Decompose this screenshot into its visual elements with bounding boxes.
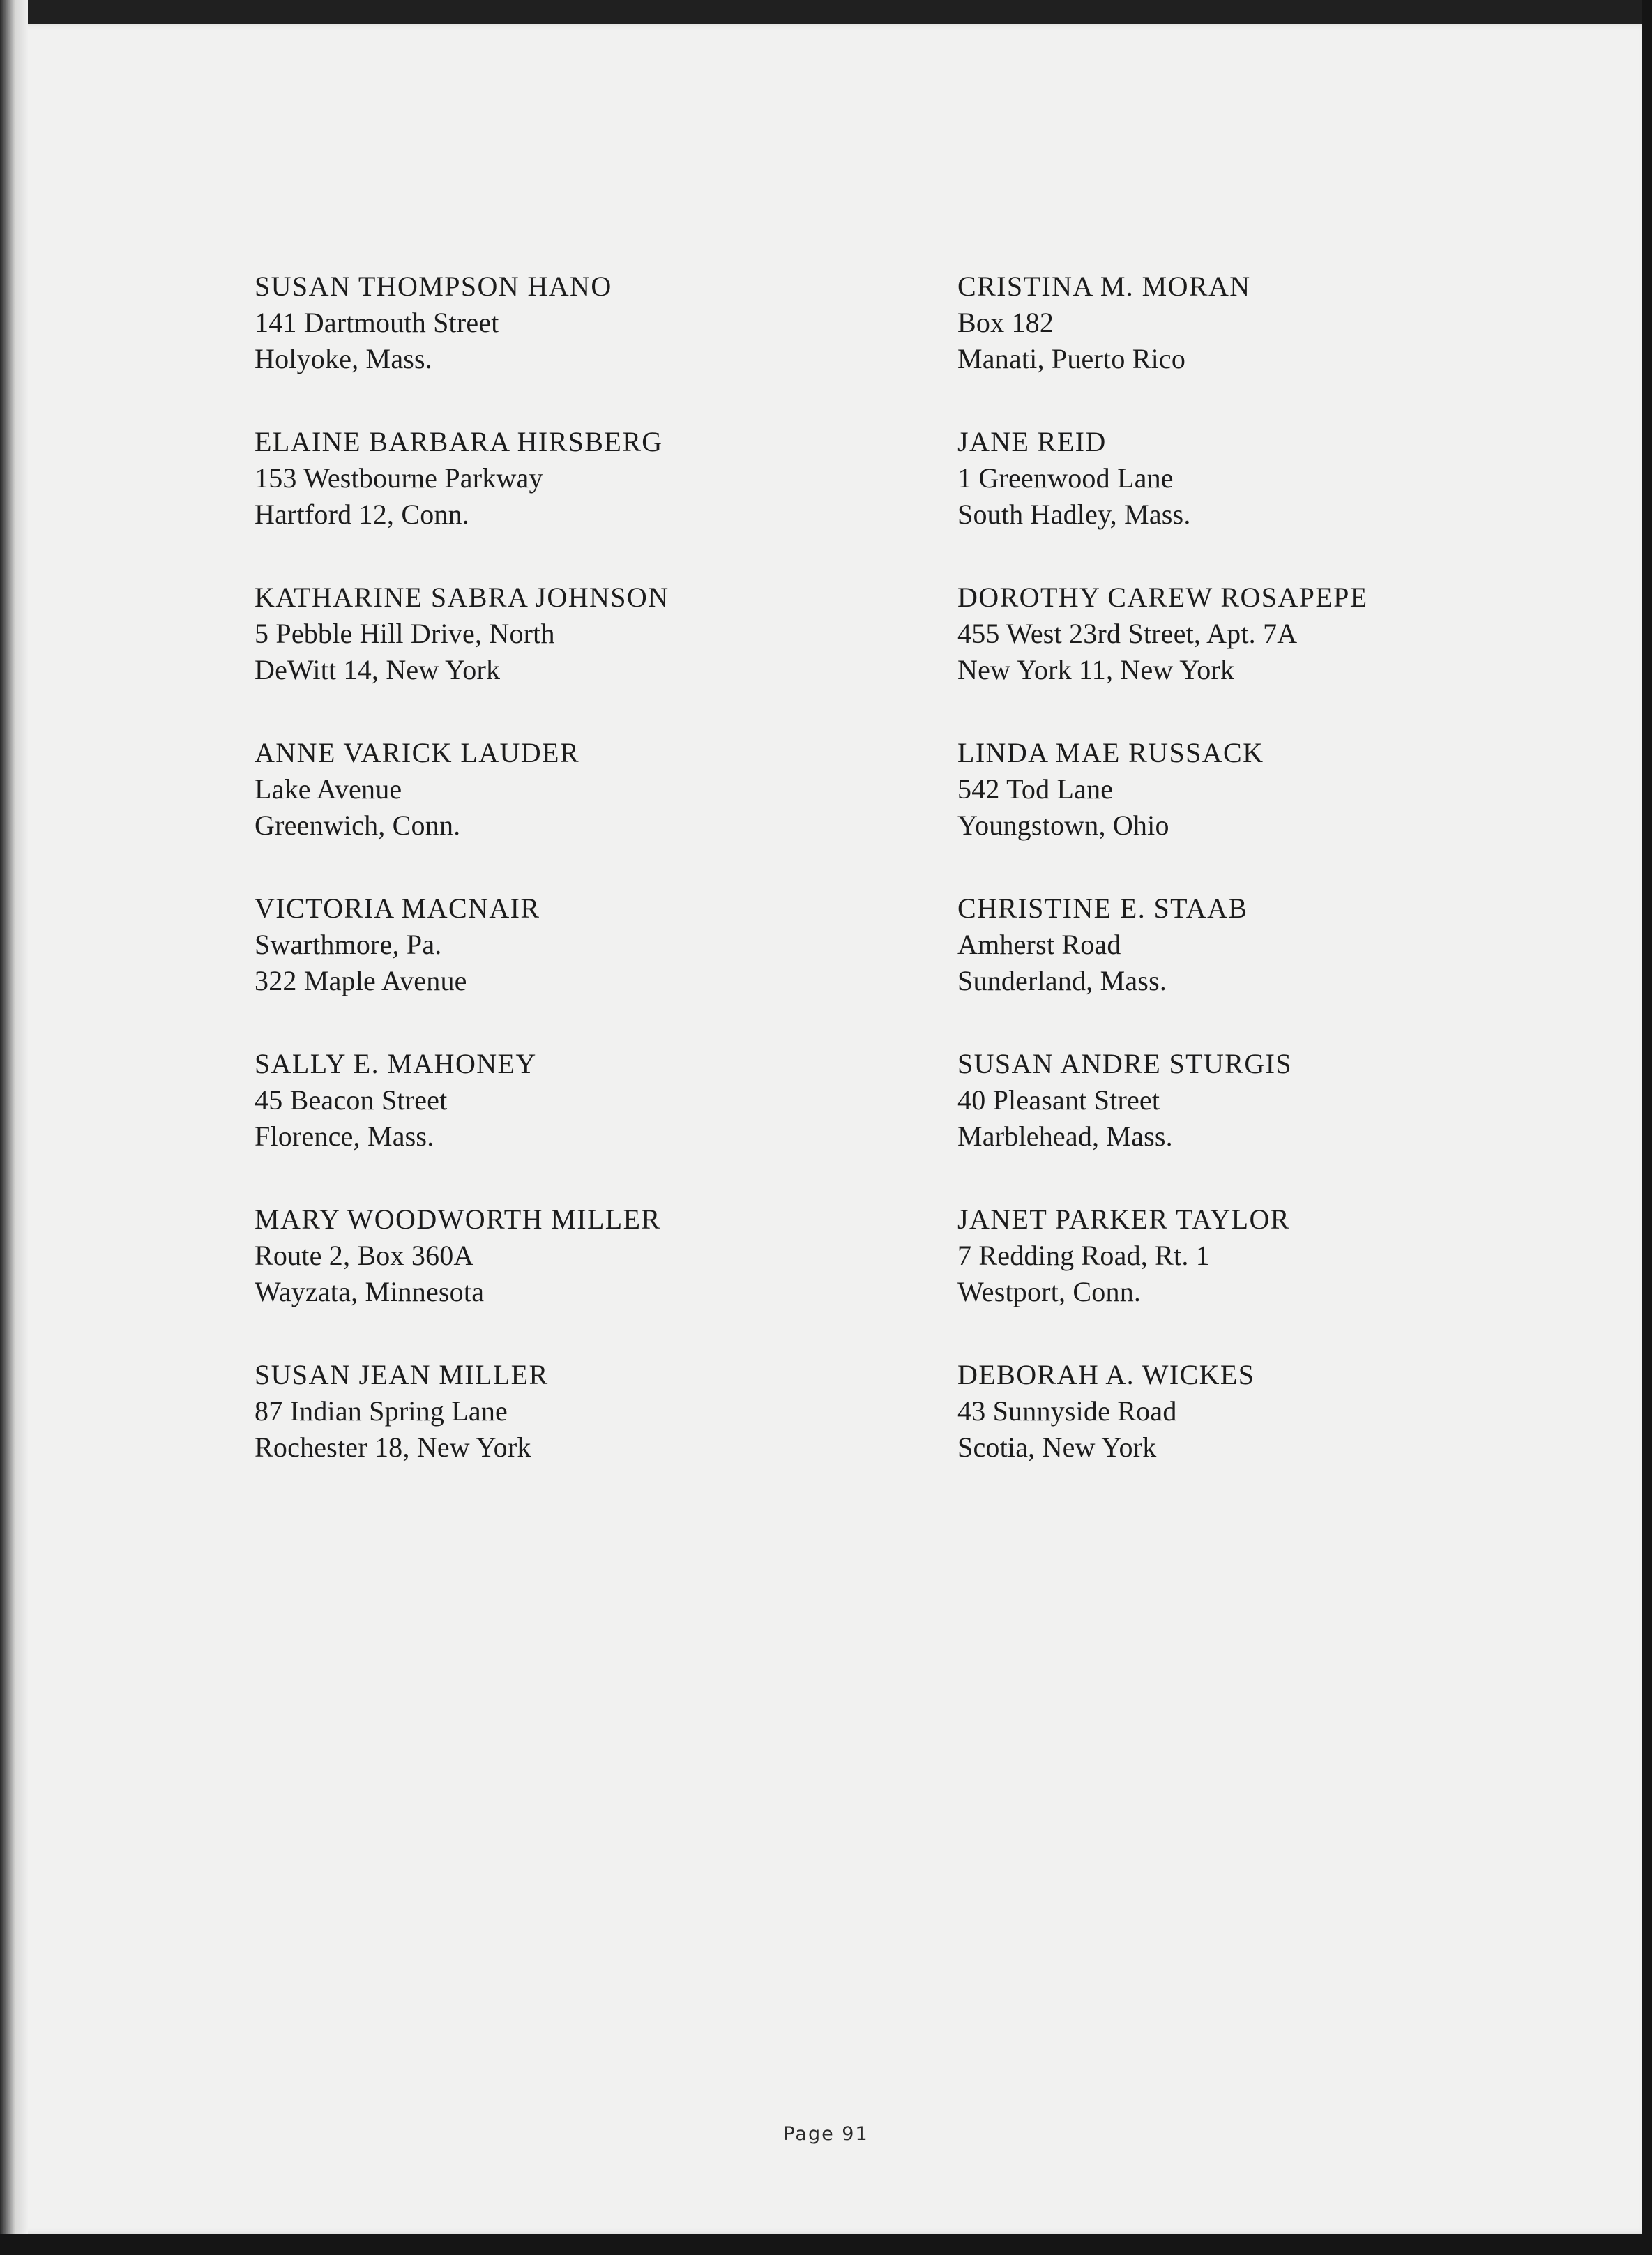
address-entry	[255, 1046, 882, 1201]
entry-address-line: Swarthmore, Pa.	[255, 929, 442, 960]
entry-name: JANET PARKER TAYLOR	[957, 1204, 1290, 1235]
entry-address-line: 43 Sunnyside Road	[957, 1395, 1177, 1427]
entry-address-line: 5 Pebble Hill Drive, North	[255, 618, 555, 649]
entry-address-line: 40 Pleasant Street	[957, 1084, 1160, 1116]
right-address-column	[957, 268, 1585, 1512]
address-entry	[255, 579, 882, 735]
address-entry	[957, 1201, 1585, 1357]
entry-address-line: 455 West 23rd Street, Apt. 7A	[957, 618, 1298, 649]
entry-name: ANNE VARICK LAUDER	[255, 737, 579, 768]
entry-address-line: Amherst Road	[957, 929, 1121, 960]
entry-name: MARY WOODWORTH MILLER	[255, 1204, 661, 1235]
entry-address-line: Lake Avenue	[255, 773, 402, 805]
entry-address-line: 141 Dartmouth Street	[255, 307, 499, 338]
entry-address-line: Wayzata, Minnesota	[255, 1276, 485, 1307]
entry-name: VICTORIA MACNAIR	[255, 893, 540, 924]
entry-address-line: 45 Beacon Street	[255, 1084, 448, 1116]
entry-address-line: Scotia, New York	[957, 1432, 1157, 1463]
left-address-column	[255, 268, 882, 1512]
address-entry	[957, 1046, 1585, 1201]
entry-address-line: Rochester 18, New York	[255, 1432, 531, 1463]
entry-address-line: Sunderland, Mass.	[957, 965, 1167, 996]
entry-address-line: Westport, Conn.	[957, 1276, 1142, 1307]
entry-address-line: 87 Indian Spring Lane	[255, 1395, 508, 1427]
entry-address-line: Marblehead, Mass.	[957, 1121, 1173, 1152]
entry-address-line: South Hadley, Mass.	[957, 499, 1191, 530]
address-entry	[957, 268, 1585, 424]
page-number: Page 91	[783, 2123, 869, 2145]
entry-address-line: 153 Westbourne Parkway	[255, 462, 543, 494]
entry-name: SUSAN THOMPSON HANO	[255, 271, 612, 302]
entry-address-line: 322 Maple Avenue	[255, 965, 467, 996]
address-entry	[255, 268, 882, 424]
entry-name: KATHARINE SABRA JOHNSON	[255, 582, 669, 613]
entry-address-line: Route 2, Box 360A	[255, 1240, 474, 1271]
entry-name: SUSAN JEAN MILLER	[255, 1359, 549, 1390]
scan-bottom-border	[0, 2234, 1652, 2255]
entry-name: CHRISTINE E. STAAB	[957, 893, 1248, 924]
entry-address-line: 7 Redding Road, Rt. 1	[957, 1240, 1210, 1271]
entry-address-line: Hartford 12, Conn.	[255, 499, 469, 530]
address-entry	[255, 1357, 882, 1512]
entry-name: SALLY E. MAHONEY	[255, 1048, 537, 1079]
scan-right-border	[1642, 0, 1652, 2255]
address-entry	[957, 890, 1585, 1046]
entry-address-line: 542 Tod Lane	[957, 773, 1114, 805]
entry-address-line: New York 11, New York	[957, 654, 1235, 685]
entry-name: JANE REID	[957, 426, 1107, 457]
address-entry	[957, 1357, 1585, 1512]
entry-name: SUSAN ANDRE STURGIS	[957, 1048, 1293, 1079]
entry-name: LINDA MAE RUSSACK	[957, 737, 1264, 768]
binding-spine	[0, 0, 28, 2255]
address-entry	[957, 579, 1585, 735]
entry-name: DEBORAH A. WICKES	[957, 1359, 1255, 1390]
address-entry	[255, 890, 882, 1046]
address-entry	[957, 735, 1585, 890]
entry-name: DOROTHY CAREW ROSAPEPE	[957, 582, 1368, 613]
entry-address-line: Box 182	[957, 307, 1054, 338]
entry-address-line: Youngstown, Ohio	[957, 810, 1169, 841]
address-entry	[957, 424, 1585, 579]
scan-top-border	[0, 0, 1652, 24]
entry-address-line: 1 Greenwood Lane	[957, 462, 1174, 494]
address-entry	[255, 1201, 882, 1357]
entry-address-line: Holyoke, Mass.	[255, 343, 433, 374]
entry-address-line: DeWitt 14, New York	[255, 654, 501, 685]
entry-address-line: Manati, Puerto Rico	[957, 343, 1186, 374]
entry-address-line: Florence, Mass.	[255, 1121, 434, 1152]
address-entry	[255, 424, 882, 579]
entry-name: ELAINE BARBARA HIRSBERG	[255, 426, 663, 457]
entry-address-line: Greenwich, Conn.	[255, 810, 461, 841]
address-entry	[255, 735, 882, 890]
entry-name: CRISTINA M. MORAN	[957, 271, 1251, 302]
